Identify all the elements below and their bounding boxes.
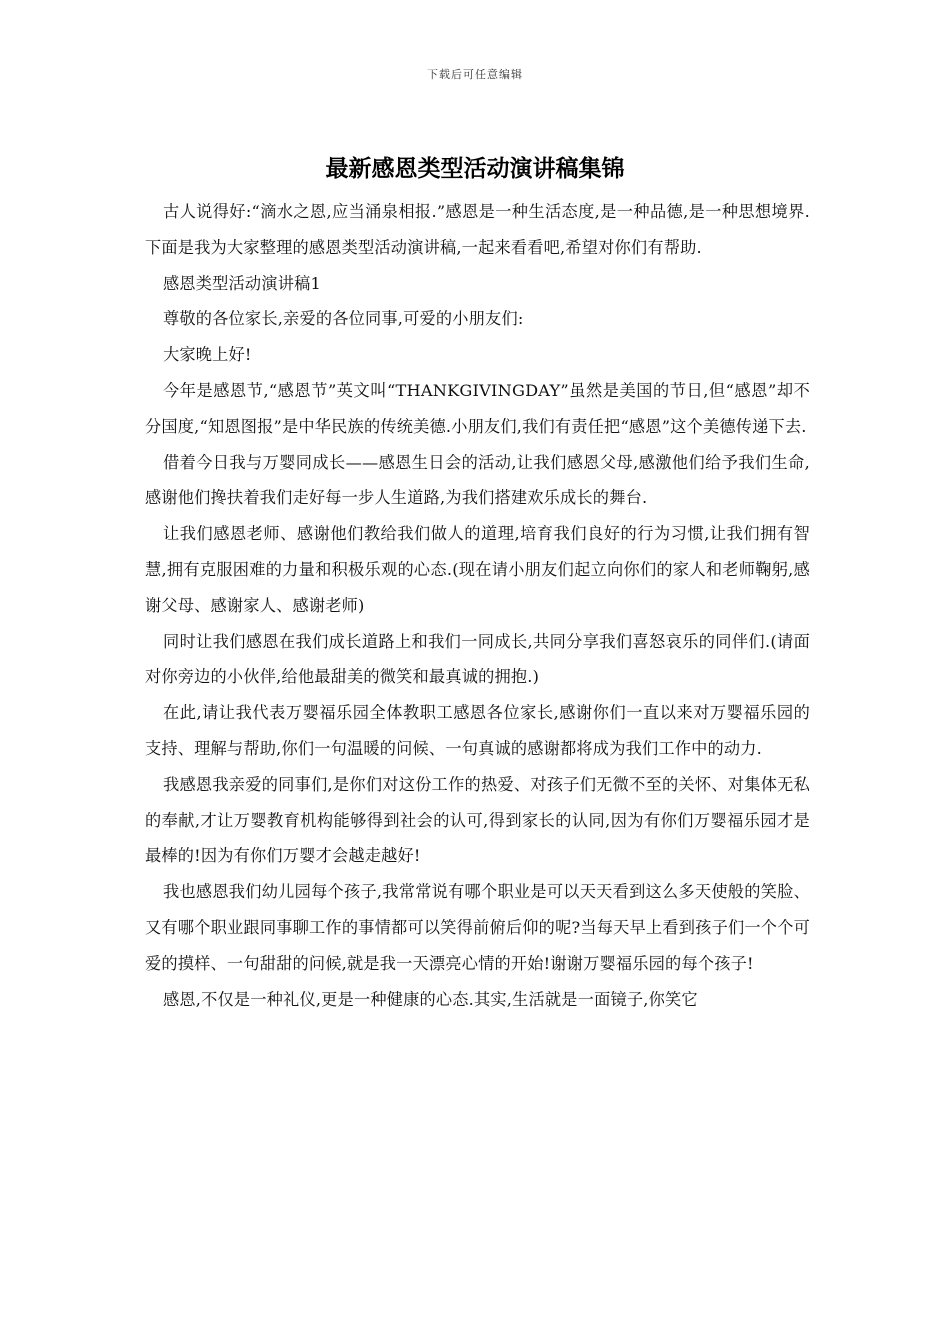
document-body: [145, 194, 810, 1017]
paragraph: 借着今日我与万婴同成长——感恩生日会的活动,让我们感恩父母,感激他们给予我们生命,感谢他们搀扶着我们走好每一步人生道路,为我们搭建欢乐成长的舞台.: [145, 452, 810, 508]
paragraph: 在此,请让我代表万婴福乐园全体教职工感恩各位家长,感谢你们一直以来对万婴福乐园的支持、理解与帮助,你们一句温暖的问候、一句真诚的感谢都将成为我们工作中的动力.: [145, 703, 810, 758]
header-note: 下载后可任意编辑: [427, 68, 523, 81]
paragraph-greeting: 大家晚上好!: [163, 345, 252, 365]
paragraph-intro: 古人说得好:“滴水之恩,应当涌泉相报.”感恩是一种生活态度,是一种品德,是一种思想境界.下面是我为大家整理的感恩类型活动演讲稿,一起来看看吧,希望对你们有帮助.: [145, 202, 810, 257]
paragraph-section-heading: 感恩类型活动演讲稿1: [163, 273, 321, 293]
paragraph: 我感恩我亲爱的同事们,是你们对这份工作的热爱、对孩子们无微不至的关怀、对集体无私的奉献,才让万婴教育机构能够得到社会的认可,得到家长的认同,因为有你们万婴福乐园才是最棒的!因为有你们万婴才会越走越好!: [145, 774, 810, 866]
paragraph-salutation: 尊敬的各位家长,亲爱的各位同事,可爱的小朋友们:: [163, 309, 524, 329]
paragraph: 今年是感恩节,“感恩节”英文叫“THANKGIVINGDAY”虽然是美国的节日,但“感恩”却不分国度,“知恩图报”是中华民族的传统美德.小朋友们,我们有责任把“感恩”这个美德传递下去.: [145, 380, 810, 436]
paragraph: 同时让我们感恩在我们成长道路上和我们一同成长,共同分享我们喜怒哀乐的同伴们.(请面对你旁边的小伙伴,给他最甜美的微笑和最真诚的拥抱.): [145, 631, 810, 687]
page-title: 最新感恩类型活动演讲稿集锦: [325, 156, 625, 182]
paragraph: 我也感恩我们幼儿园每个孩子,我常常说有哪个职业是可以天天看到这么多天使般的笑脸、又有哪个职业跟同事聊工作的事情都可以笑得前俯后仰的呢?当每天早上看到孩子们一个个可爱的摸样、一句甜甜的问候,就是我一天漂亮心情的开始!谢谢万婴福乐园的每个孩子!: [145, 882, 810, 973]
paragraph: 感恩,不仅是一种礼仪,更是一种健康的心态.其实,生活就是一面镜子,你笑它: [163, 989, 698, 1009]
paragraph: 让我们感恩老师、感谢他们教给我们做人的道理,培育我们良好的行为习惯,让我们拥有智慧,拥有克服困难的力量和积极乐观的心态.(现在请小朋友们起立向你们的家人和老师鞠躬,感谢父母、感谢家人、感谢老师): [145, 524, 810, 615]
